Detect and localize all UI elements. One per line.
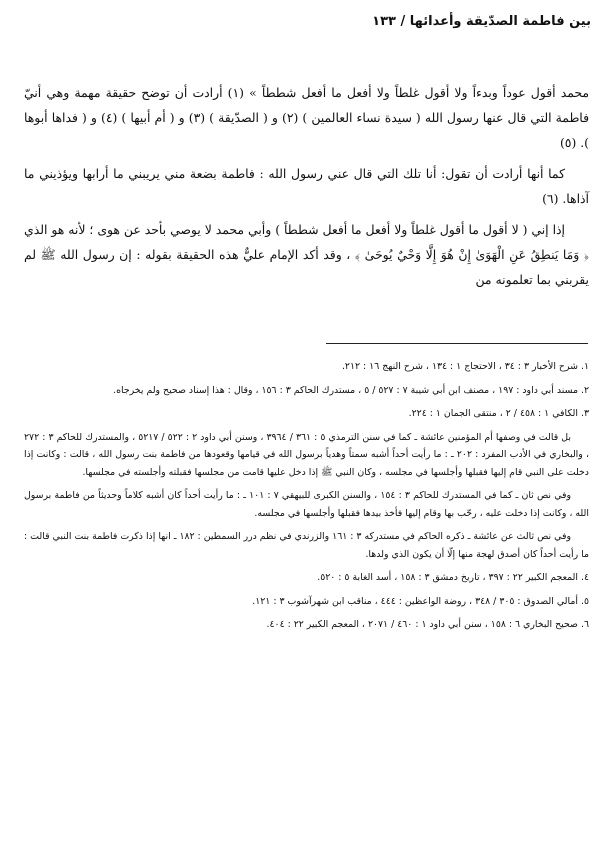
- footnote: ٦. صحيح البخاري ٦ : ١٥٨ ، سنن أبي داود ١ : ٤٦٠ / ٢٠٧١ ، المعجم الكبير ٢٢ : ٤٠٤.: [266, 619, 589, 630]
- main-text: [24, 80, 589, 292]
- body-paragraph: كما أنها أرادت أن تقول: أنا تلك التي قال عني رسول الله : فاطمة بضعة مني يريبني ما أرابها ويؤذيني ما آذاها. (٦): [24, 166, 589, 206]
- footnote: ١. شرح الأخبار ٣ : ٣٤ ، الاحتجاج ١ : ١٣٤ ، شرح النهج ١٦ : ٢١٢.: [341, 361, 589, 372]
- footnote: ٥. أمالي الصدوق : ٣٠٥ / ٣٤٨ ، روضة الواعظين : ٤٤٤ ، مناقب ابن شهرآشوب ٣ : ١٢١.: [252, 595, 589, 607]
- footnote-continuation: وفي نص ثالث عن عائشة ـ ذكره الحاكم في مستدركه ٣ : ١٦١ والزرندي في نظم درر السمطين : ١٨٢ ـ انها إذا ذكرت فاطمة بنت النبي قالت : ما رأيت أحداً كان أصدق لهجة منها إلّا أن يكون الذي ولدها.: [24, 531, 589, 560]
- footnote-continuation: بل قالت في وصفها أم المؤمنين عائشة ـ كما في سنن الترمذي ٥ : ٣٦١ / ٣٩٦٤ ، وسنن أبي داود ٢ : ٥٢٢ / ٥٢١٧ ، والمستدرك للحاكم ٣ : ٢٧٢ ، والبخاري في الأدب المفرد : ٢٠٢ ـ : ما رأيت أحداً أشبه سمتاً وهدياً برسول الله في قيامها وقعودها من فاطمة بنت رسول الله ، قالت : وكانت إذا دخلت على النبي قام إليها فقبلها وأجلسها في مجلسه ، وكان النبي ﷺ إذا دخل عليها قامت من مجلسها فقبلته وأجلسته في مجلسها.: [24, 431, 590, 478]
- running-header: بين فاطمة الصدّيقة وأعدائها / ١٣٣: [372, 14, 591, 29]
- footnote: ٤. المعجم الكبير ٢٢ : ٣٩٧ ، تاريخ دمشق ٣ : ١٥٨ ، أسد الغابة ٥ : ٥٢٠.: [317, 572, 589, 583]
- body-paragraph: إذا إني ( لا أقول ما أقول غلطاً ولا أفعل ما أفعل شططاً ) وأبي محمد لا يوصي بأحد عن هوى ؛ لأنه هو الذي ﴿ وَمَا يَنطِقُ عَنِ الْهَوَىٰ إِنْ هُوَ إِلَّا وَحْيٌ يُوحَىٰ ﴾ ، وقد أكد الإمام عليٌّ هذه الحقيقة بقوله : إن رسول الله ﷺ لم يقربني بما تعلمونه من: [24, 222, 589, 287]
- footnotes-section: [24, 358, 589, 640]
- footnote: ٢. مسند أبي داود : ١٩٧ ، مصنف ابن أبي شيبة ٧ : ٥٢٧ / ٥ ، مستدرك الحاكم ٣ : ١٥٦ ، وقال : هذا إسناد صحيح ولم يخرجاه.: [113, 384, 589, 396]
- footnote: ٣. الكافي ١ : ٤٥٨ / ٢ ، منتقى الجمان ١ : ٢٢٤.: [408, 408, 589, 419]
- footnote-continuation: وفي نص ثان ـ كما في المستدرك للحاكم ٣ : ١٥٤ ، والسنن الكبرى للبيهقي ٧ : ١٠١ ـ : ما رأيت أحداً كان أشبه كلاماً وحديثاً من فاطمة برسول الله ، وكانت إذا دخلت عليه ، رحّب بها وقام إليها فأخذ بيدها فقبلها وأجلسها في مجلسه.: [24, 490, 589, 519]
- footnote-separator: [326, 343, 588, 344]
- body-paragraph: محمد أقول عوداً وبدءاً ولا أقول غلطاً ولا أفعل ما أفعل شططاً » (١) أرادت أن توضح حقيقة مهمة وهي أنيّ فاطمة التي قال عنها رسول الله ( سيدة نساء العالمين ) (٢) و ( الصدّيقة ) (٣) و ( أم أبيها ) (٤) و ( فداها أبوها ). (٥): [24, 85, 590, 150]
